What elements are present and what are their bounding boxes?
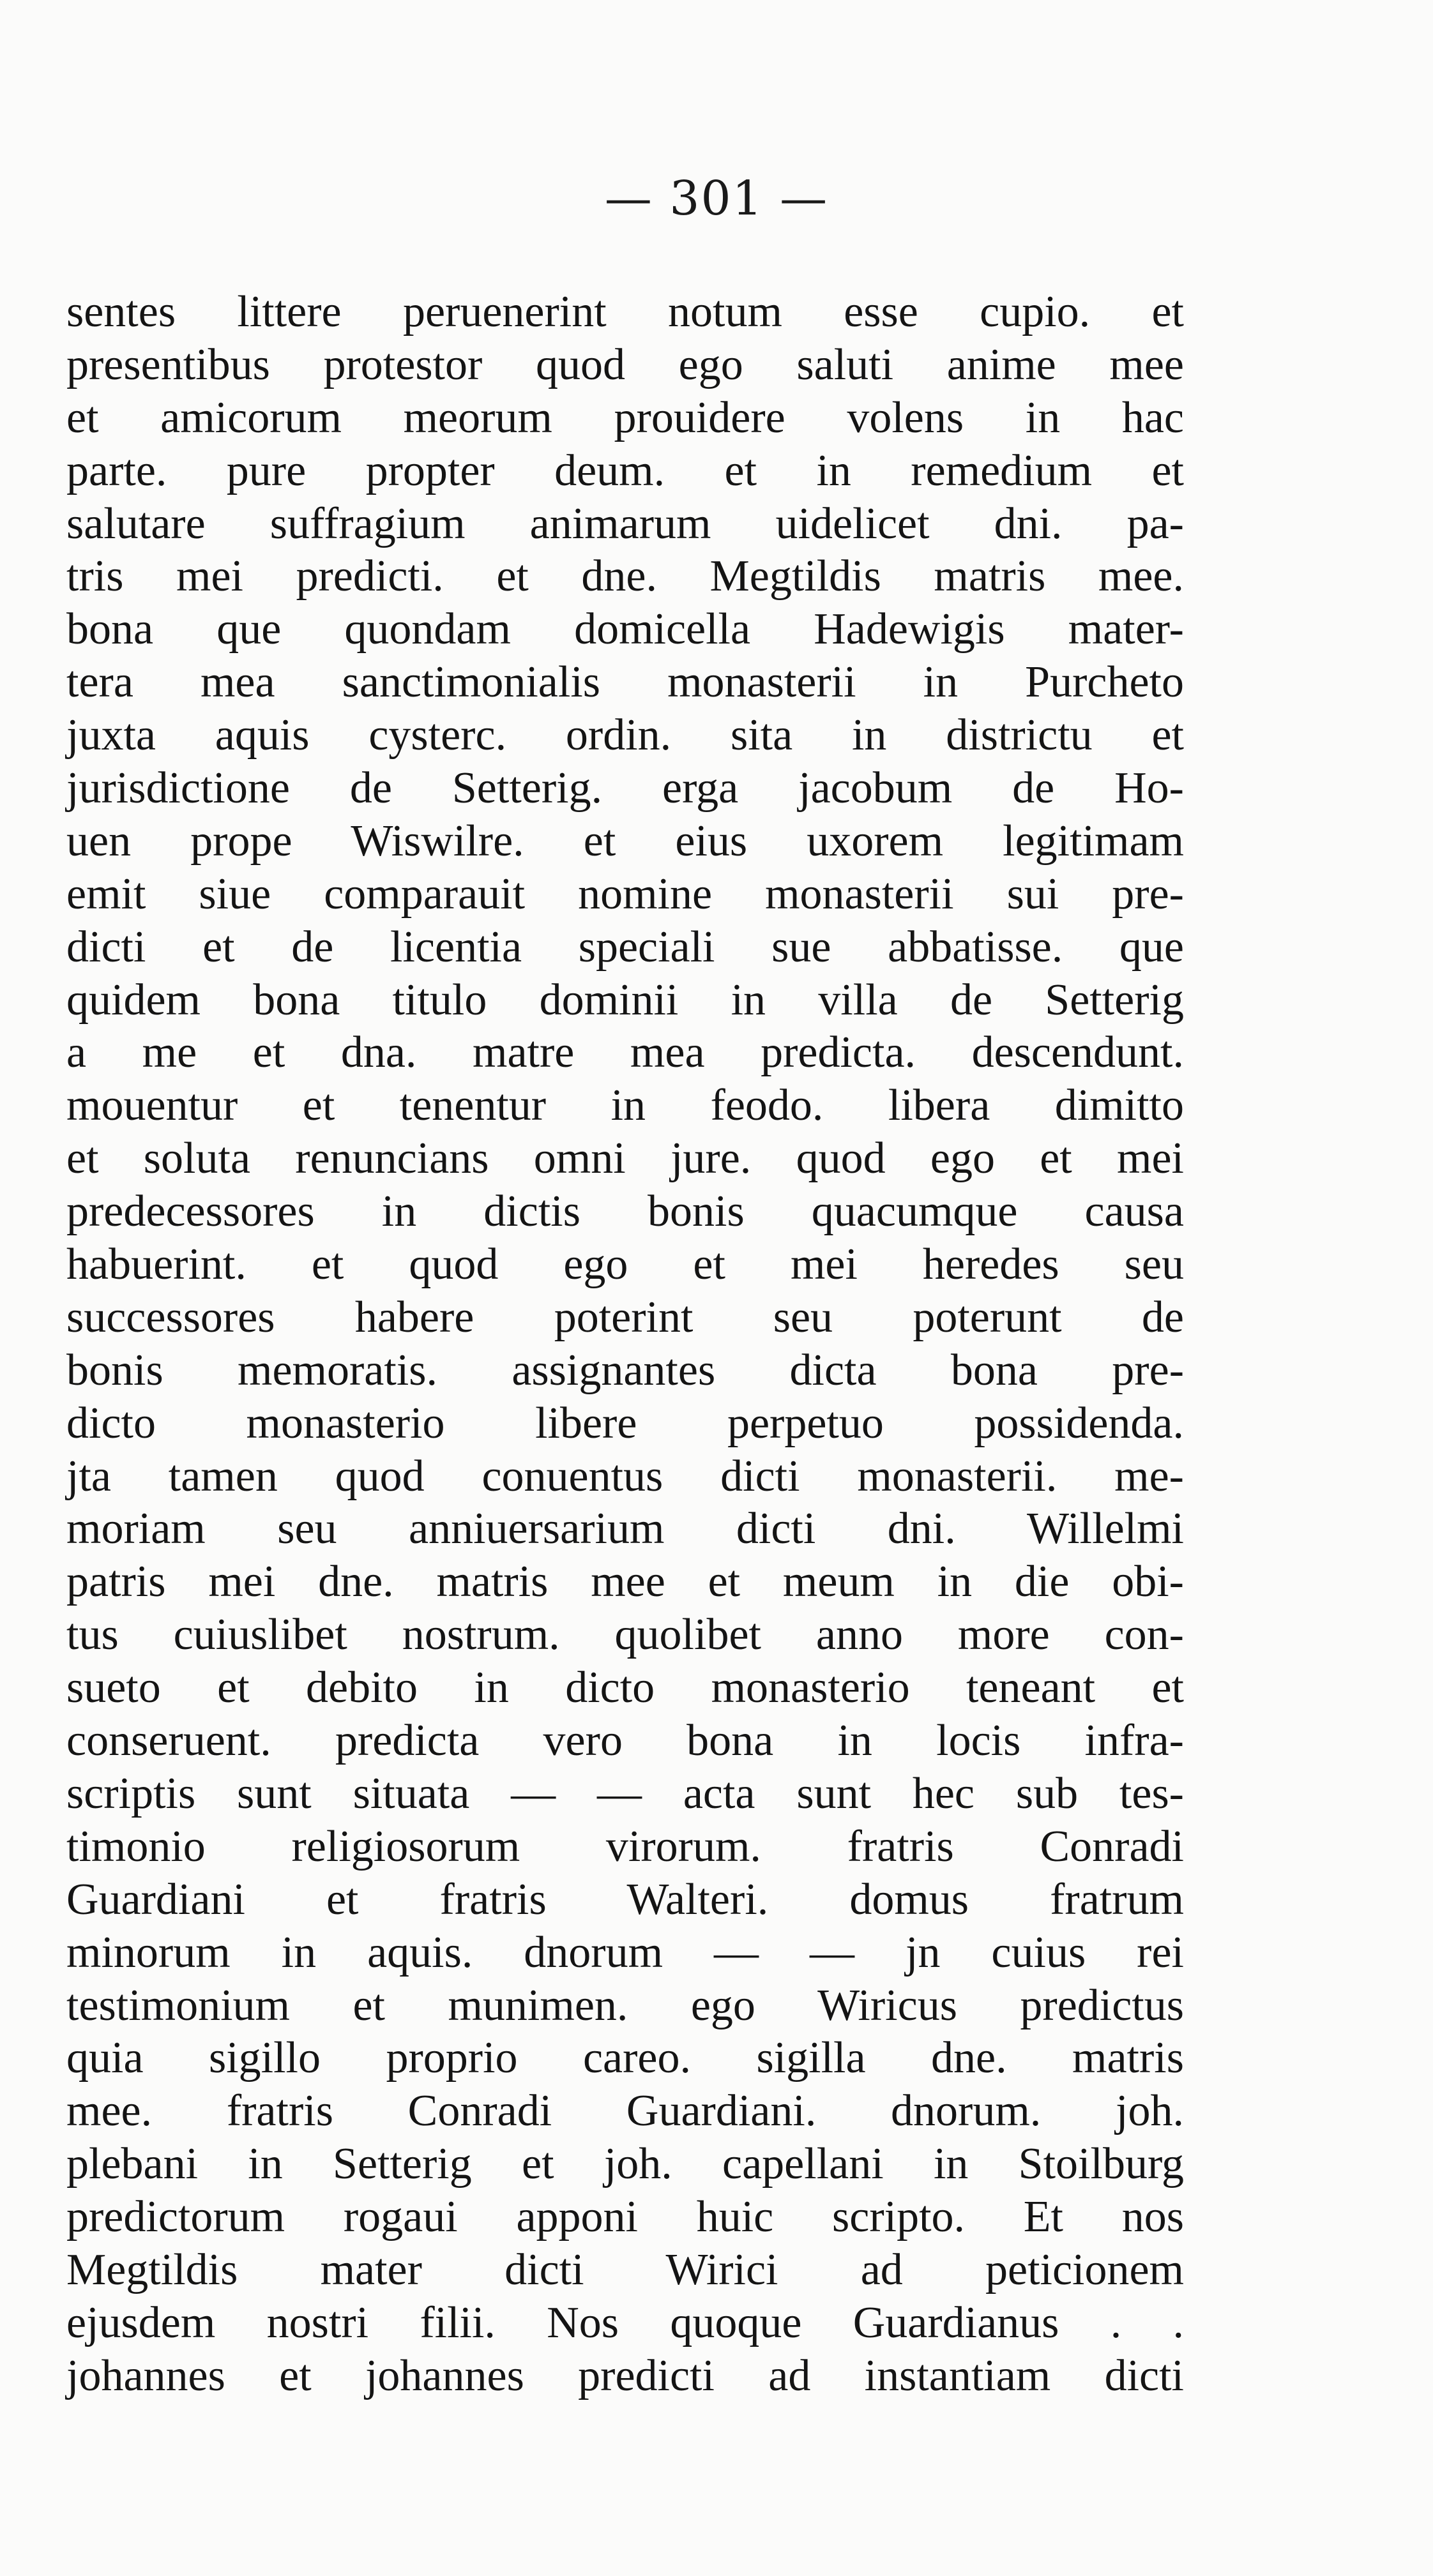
- text-line: mouentur et tenentur in feodo. libera dimitto: [66, 1081, 1184, 1131]
- text-line: presentibus protestor quod ego saluti anime mee: [66, 340, 1184, 389]
- text-line: ejusdem nostri filii. Nos quoque Guardianus . .: [66, 2298, 1184, 2347]
- text-line: predictorum rogaui apponi huic scripto. Et nos: [66, 2192, 1184, 2242]
- text-line: quia sigillo proprio careo. sigilla dne. matris: [66, 2033, 1184, 2083]
- body-text: [66, 286, 1184, 2403]
- text-line: plebani in Setterig et joh. capellani in Stoilburg: [66, 2139, 1184, 2189]
- page-number: — 301 —: [604, 171, 829, 226]
- text-line: tera mea sanctimonialis monasterii in Purcheto: [66, 658, 1184, 707]
- text-line: emit siue comparauit nomine monasterii sui pre-: [66, 869, 1184, 919]
- text-line: testimonium et munimen. ego Wiricus predictus: [66, 1980, 1184, 2030]
- text-line: jta tamen quod conuentus dicti monasterii. me-: [66, 1451, 1184, 1501]
- text-line: parte. pure propter deum. et in remedium et: [66, 446, 1184, 495]
- text-line: uen prope Wiswilre. et eius uxorem legitimam: [66, 816, 1184, 866]
- text-line: patris mei dne. matris mee et meum in die obi-: [66, 1557, 1184, 1607]
- text-line: tris mei predicti. et dne. Megtildis matris mee.: [66, 552, 1184, 601]
- text-line: minorum in aquis. dnorum — — jn cuius rei: [66, 1927, 1184, 1977]
- text-line: timonio religiosorum virorum. fratris Conradi: [66, 1821, 1184, 1871]
- text-line: mee. fratris Conradi Guardiani. dnorum. joh.: [66, 2086, 1184, 2136]
- text-line: sueto et debito in dicto monasterio teneant et: [66, 1663, 1184, 1713]
- text-line: johannes et johannes predicti ad instantiam dicti: [66, 2351, 1184, 2400]
- text-line: sentes littere peruenerint notum esse cupio. et: [66, 287, 1184, 336]
- text-line: moriam seu anniuersarium dicti dni. Willelmi: [66, 1504, 1184, 1554]
- text-line: successores habere poterint seu poterunt de: [66, 1292, 1184, 1342]
- text-line: scriptis sunt situata — — acta sunt hec sub tes-: [66, 1768, 1184, 1818]
- text-line: predecessores in dictis bonis quacumque causa: [66, 1187, 1184, 1237]
- text-line: habuerint. et quod ego et mei heredes seu: [66, 1240, 1184, 1290]
- text-line: et soluta renuncians omni jure. quod ego et mei: [66, 1134, 1184, 1184]
- text-line: Guardiani et fratris Walteri. domus fratrum: [66, 1874, 1184, 1924]
- text-line: jurisdictione de Setterig. erga jacobum de Ho-: [66, 764, 1184, 813]
- text-line: tus cuiuslibet nostrum. quolibet anno more con-: [66, 1610, 1184, 1660]
- text-line: dicti et de licentia speciali sue abbatisse. que: [66, 922, 1184, 972]
- text-line: bonis memoratis. assignantes dicta bona pre-: [66, 1345, 1184, 1395]
- text-line: et amicorum meorum prouidere volens in hac: [66, 393, 1184, 442]
- text-line: Megtildis mater dicti Wirici ad peticionem: [66, 2245, 1184, 2294]
- text-line: quidem bona titulo dominii in villa de Setterig: [66, 975, 1184, 1025]
- text-line: salutare suffragium animarum uidelicet dni. pa-: [66, 499, 1184, 548]
- text-line: dicto monasterio libere perpetuo possidenda.: [66, 1398, 1184, 1448]
- text-line: a me et dna. matre mea predicta. descendunt.: [66, 1028, 1184, 1078]
- text-line: juxta aquis cysterc. ordin. sita in districtu et: [66, 711, 1184, 760]
- text-line: conseruent. predicta vero bona in locis infra-: [66, 1716, 1184, 1766]
- text-line: bona que quondam domicella Hadewigis mater-: [66, 605, 1184, 654]
